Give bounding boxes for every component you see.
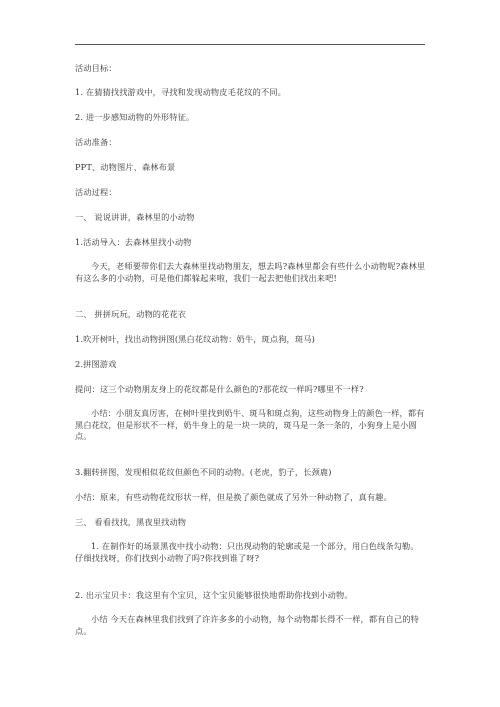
part-one-heading: 一、 说说讲讲，森林里的小动物 [75, 212, 195, 222]
part-two-heading: 二、 拼拼玩玩，动物的花花衣 [75, 309, 187, 319]
section-heading-process: 活动过程： [75, 187, 117, 197]
section-heading-goals: 活动目标： [75, 63, 117, 73]
intro-paragraph: 今天，老师要带你们去大森林里找动物朋友，想去吗?森林里都会有些什么小动物呢?森林里有这么多的小动物，可是他们都躲起来啦，我们一起去把他们找出来吧! [75, 261, 426, 283]
goal-item-1: 1. 在猜猜找找游戏中，寻找和发现动物皮毛花纹的不同。 [75, 87, 286, 97]
step-blow-leaves: 1.吹开树叶，找出动物拼图(黑白花纹动物：奶牛，斑点狗，斑马) [75, 334, 315, 344]
section-heading-preparation: 活动准备： [75, 137, 117, 147]
step-puzzle-game: 2.拼图游戏 [75, 359, 117, 369]
treasure-card-paragraph: 2. 出示宝贝卡：我这里有个宝贝，这个宝贝能够很快地帮助你找到小动物。 [75, 590, 353, 600]
preparation-text: PPT、动物图片、森林布景 [75, 162, 176, 172]
activity-intro-heading: 1.活动导入：去森林里找小动物 [75, 237, 192, 247]
summary-paragraph-2: 小结：原来，有些动物花纹形状一样，但是换了颜色就成了另外一种动物了，真有趣。 [75, 492, 392, 502]
part-three-heading: 三、 看看找找，黑夜里找动物 [75, 517, 187, 527]
question-paragraph: 提问：这三个动物朋友身上的花纹都是什么颜色的?那花纹一样吗?哪里不一样? [75, 384, 364, 394]
night-scene-paragraph: 1. 在制作好的场景黑夜中找小动物：只出现动物的轮廓或是一个部分，用白色线条勾勒。仔细找找呀，你们找到小动物了吗?你找到谁了呀? [75, 541, 419, 563]
goal-item-2: 2. 进一步感知动物的外形特征。 [75, 112, 195, 122]
step-flip-puzzle: 3.翻转拼图，发现相似花纹但颜色不同的动物。(老虎，豹子，长颈鹿) [75, 467, 332, 477]
summary-paragraph-1: 小结：小朋友真厉害，在树叶里找到奶牛、斑马和斑点狗，这些动物身上的颜色一样，都有黑白花纹，但是形状不一样，奶牛身上的是一块一块的，斑马是一条一条的，小狗身上是小圆点。 [75, 408, 425, 441]
final-summary-paragraph: 小结 今天在森林里我们找到了许许多多的小动物，每个动物都长得不一样，都有自己的特点。 [75, 614, 419, 636]
header-rule [75, 44, 425, 45]
